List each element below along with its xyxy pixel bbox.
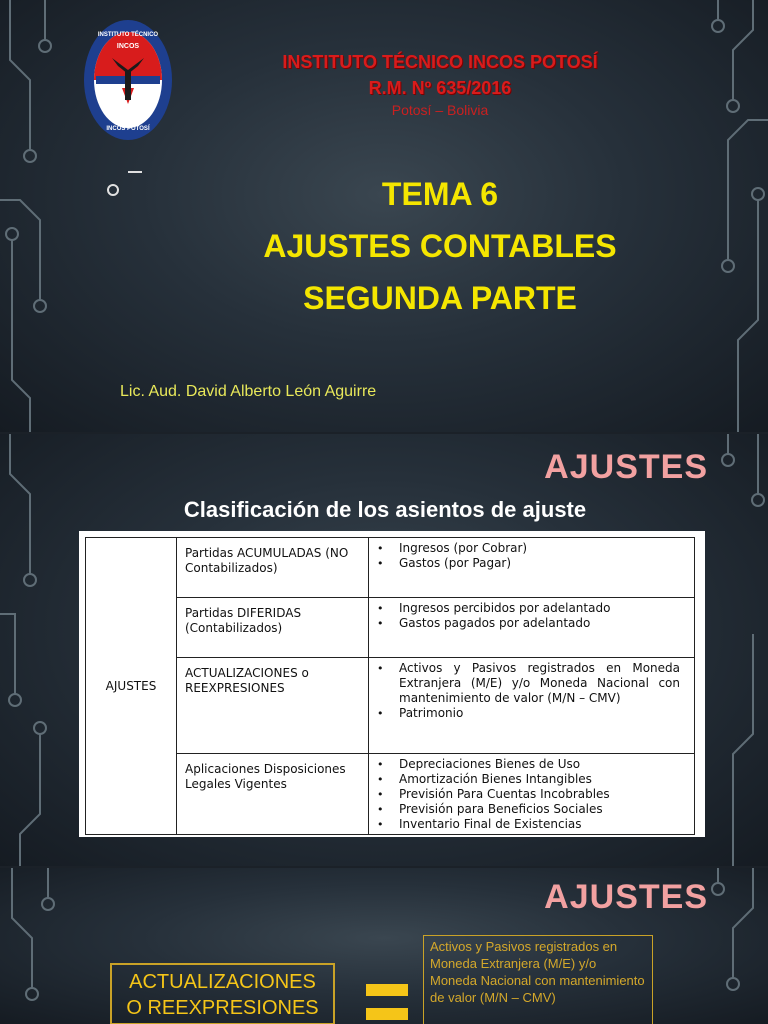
slide-classification — [0, 434, 768, 866]
reexpressions-box-line: O REEXPRESIONES — [126, 997, 319, 1019]
table-items — [369, 538, 695, 598]
circuit-decoration-left — [0, 434, 70, 866]
slide-subtitle: Clasificación de los asientos de ajuste — [183, 497, 587, 522]
table-row — [86, 538, 695, 598]
slide-heading: AJUSTES — [544, 878, 708, 916]
list-item: • Inventario Final de Existencias — [399, 817, 680, 832]
list-item: • Amortización Bienes Intangibles — [399, 772, 680, 787]
author-name: Lic. Aud. David Alberto León Aguirre — [120, 383, 377, 400]
list-item: • Activos y Pasivos registrados en Moneda Extranjera (M/E) y/o Moneda Nacional con mantenimiento de valor (M/N – CMV) — [399, 661, 680, 706]
slide-title — [0, 0, 768, 432]
table-items — [369, 754, 695, 835]
circle-bullet-icon — [107, 184, 119, 196]
table-row — [86, 658, 695, 754]
list-item: • Previsión para Beneficios Sociales — [399, 802, 680, 817]
reexpressions-box — [110, 963, 335, 1024]
list-item: • Gastos (por Pagar) — [399, 556, 680, 571]
institution-location: Potosí – Bolivia — [391, 102, 489, 118]
table-category: ACTUALIZACIONES o REEXPRESIONES — [177, 658, 369, 754]
title-part: SEGUNDA PARTE — [303, 280, 577, 316]
equals-sign-icon — [366, 984, 408, 996]
table-items — [369, 658, 695, 754]
table-row — [86, 754, 695, 835]
table-items — [369, 598, 695, 658]
table-category: Aplicaciones Disposiciones Legales Vigentes — [177, 754, 369, 835]
table-main-label: AJUSTES — [86, 538, 177, 835]
list-item: • Gastos pagados por adelantado — [399, 616, 680, 631]
institution-resolution: R.M. Nº 635/2016 — [368, 78, 512, 98]
dash-mark — [128, 171, 142, 173]
reexpressions-box-line: ACTUALIZACIONES — [129, 971, 316, 993]
classification-table — [85, 537, 695, 835]
slide-reexpressions — [0, 868, 768, 1024]
circuit-decoration-left — [0, 868, 70, 1024]
list-item: • Ingresos percibidos por adelantado — [399, 601, 680, 616]
logo-middle-text: INCOS — [116, 43, 140, 50]
slide-heading: AJUSTES — [544, 448, 708, 486]
logo-bottom-text: INCOS POTOSÍ — [106, 126, 150, 132]
list-item: • Ingresos (por Cobrar) — [399, 541, 680, 556]
circuit-decoration-left — [0, 0, 70, 432]
table-category: Partidas ACUMULADAS (NO Contabilizados) — [177, 538, 369, 598]
institution-name: INSTITUTO TÉCNICO INCOS POTOSÍ — [282, 52, 598, 72]
equals-sign-icon — [366, 1008, 408, 1020]
slide-title-block — [200, 168, 680, 324]
classification-table-image — [79, 531, 705, 837]
title-main: AJUSTES CONTABLES — [263, 228, 617, 264]
table-category: Partidas DIFERIDAS (Contabilizados) — [177, 598, 369, 658]
list-item: • Previsión Para Cuentas Incobrables — [399, 787, 680, 802]
incos-logo — [82, 18, 174, 142]
circuit-decoration-right — [698, 868, 768, 1024]
table-row — [86, 598, 695, 658]
circuit-decoration-right — [698, 0, 768, 432]
list-item: • Patrimonio — [399, 706, 680, 721]
logo-top-text: INSTITUTO TÉCNICO — [97, 32, 159, 38]
list-item: • Depreciaciones Bienes de Uso — [399, 757, 680, 772]
circuit-decoration-right — [698, 434, 768, 866]
title-topic-number: TEMA 6 — [381, 176, 499, 212]
definition-box: Activos y Pasivos registrados en Moneda Extranjera (M/E) y/o Moneda Nacional con mantenimiento de valor (M/N – CMV) — [423, 935, 653, 1024]
